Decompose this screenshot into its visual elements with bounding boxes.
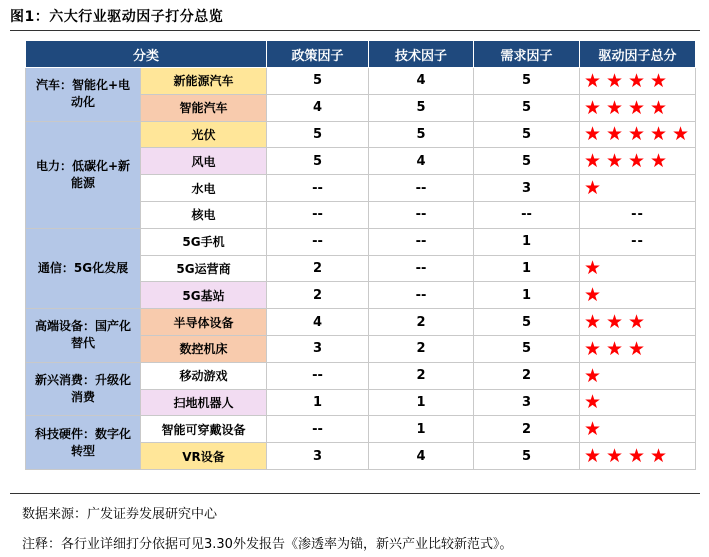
star-icon: ★ <box>627 445 647 468</box>
total-stars-cell <box>580 255 696 282</box>
subsector-cell: 5G手机 <box>141 228 267 255</box>
total-stars-cell <box>580 389 696 416</box>
table-row <box>26 309 696 336</box>
star-icon: ★ <box>627 311 647 334</box>
tech-score-cell: -- <box>369 255 474 282</box>
policy-score-cell: -- <box>267 362 369 389</box>
star-icon: ★ <box>583 337 603 360</box>
star-icon: ★ <box>627 123 647 146</box>
category-cell: 科技硬件：数字化转型 <box>26 416 141 470</box>
subsector-cell: 数控机床 <box>141 335 267 362</box>
policy-score-cell: -- <box>267 175 369 202</box>
subsector-cell: 光伏 <box>141 121 267 148</box>
total-stars-cell <box>580 443 696 470</box>
total-stars-cell <box>580 362 696 389</box>
subsector-cell: 新能源汽车 <box>141 68 267 95</box>
star-icon: ★ <box>583 150 603 173</box>
subsector-cell: VR设备 <box>141 443 267 470</box>
header-total: 驱动因子总分 <box>580 41 696 68</box>
total-stars-cell: -- <box>580 228 696 255</box>
star-icon: ★ <box>605 123 625 146</box>
star-icon: ★ <box>649 96 669 119</box>
tech-score-cell: 5 <box>369 94 474 121</box>
star-icon: ★ <box>583 177 603 200</box>
star-icon: ★ <box>649 123 669 146</box>
subsector-cell: 扫地机器人 <box>141 389 267 416</box>
driver-score-table <box>25 40 696 470</box>
policy-score-cell: -- <box>267 201 369 228</box>
figure-title: 图1：六大行业驱动因子打分总览 <box>10 9 224 25</box>
policy-score-cell: 3 <box>267 443 369 470</box>
total-stars-cell <box>580 68 696 95</box>
table-row <box>26 68 696 95</box>
bottom-rule <box>10 493 700 494</box>
star-icon: ★ <box>583 418 603 441</box>
star-icon: ★ <box>605 69 625 92</box>
tech-score-cell: -- <box>369 228 474 255</box>
demand-score-cell: -- <box>474 201 580 228</box>
star-icon: ★ <box>627 96 647 119</box>
star-icon: ★ <box>583 445 603 468</box>
demand-score-cell: 5 <box>474 68 580 95</box>
subsector-cell: 智能可穿戴设备 <box>141 416 267 443</box>
star-icon: ★ <box>649 69 669 92</box>
star-icon: ★ <box>583 96 603 119</box>
category-cell: 通信：5G化发展 <box>26 228 141 308</box>
data-source: 数据来源：广发证券发展研究中心 <box>22 507 218 522</box>
total-stars-cell <box>580 335 696 362</box>
category-cell: 高端设备：国产化替代 <box>26 309 141 363</box>
total-stars-cell <box>580 175 696 202</box>
demand-score-cell: 2 <box>474 416 580 443</box>
tech-score-cell: 2 <box>369 362 474 389</box>
table-row <box>26 362 696 389</box>
tech-score-cell: 5 <box>369 121 474 148</box>
demand-score-cell: 5 <box>474 309 580 336</box>
table-row <box>26 121 696 148</box>
total-stars-cell <box>580 94 696 121</box>
policy-score-cell: 3 <box>267 335 369 362</box>
tech-score-cell: 1 <box>369 389 474 416</box>
star-icon: ★ <box>583 284 603 307</box>
header-demand: 需求因子 <box>474 41 580 68</box>
demand-score-cell: 3 <box>474 175 580 202</box>
subsector-cell: 核电 <box>141 201 267 228</box>
star-icon: ★ <box>671 123 691 146</box>
demand-score-cell: 3 <box>474 389 580 416</box>
header-tech: 技术因子 <box>369 41 474 68</box>
policy-score-cell: 1 <box>267 389 369 416</box>
star-icon: ★ <box>627 150 647 173</box>
tech-score-cell: -- <box>369 175 474 202</box>
star-icon: ★ <box>605 337 625 360</box>
category-cell: 电力：低碳化+新能源 <box>26 121 141 228</box>
total-stars-cell: -- <box>580 201 696 228</box>
demand-score-cell: 5 <box>474 148 580 175</box>
demand-score-cell: 1 <box>474 255 580 282</box>
star-icon: ★ <box>605 445 625 468</box>
category-cell: 新兴消费：升级化消费 <box>26 362 141 416</box>
star-icon: ★ <box>583 364 603 387</box>
tech-score-cell: 2 <box>369 335 474 362</box>
demand-score-cell: 1 <box>474 228 580 255</box>
star-icon: ★ <box>583 123 603 146</box>
total-stars-cell <box>580 309 696 336</box>
star-icon: ★ <box>627 69 647 92</box>
subsector-cell: 移动游戏 <box>141 362 267 389</box>
total-stars-cell <box>580 282 696 309</box>
policy-score-cell: -- <box>267 416 369 443</box>
policy-score-cell: 5 <box>267 121 369 148</box>
total-stars-cell <box>580 416 696 443</box>
tech-score-cell: 2 <box>369 309 474 336</box>
star-icon: ★ <box>649 445 669 468</box>
star-icon: ★ <box>583 69 603 92</box>
table-row <box>26 228 696 255</box>
subsector-cell: 水电 <box>141 175 267 202</box>
demand-score-cell: 1 <box>474 282 580 309</box>
tech-score-cell: 1 <box>369 416 474 443</box>
policy-score-cell: 5 <box>267 68 369 95</box>
subsector-cell: 5G基站 <box>141 282 267 309</box>
policy-score-cell: 2 <box>267 282 369 309</box>
table-body <box>26 68 696 470</box>
tech-score-cell: 4 <box>369 443 474 470</box>
demand-score-cell: 2 <box>474 362 580 389</box>
policy-score-cell: 2 <box>267 255 369 282</box>
top-rule <box>10 30 700 31</box>
footnote: 注释：各行业详细打分依据可见3.30外发报告《渗透率为锚，新兴产业比较新范式》。 <box>22 537 513 552</box>
star-icon: ★ <box>605 311 625 334</box>
header-row <box>26 41 696 68</box>
demand-score-cell: 5 <box>474 94 580 121</box>
header-policy: 政策因子 <box>267 41 369 68</box>
tech-score-cell: 4 <box>369 148 474 175</box>
demand-score-cell: 5 <box>474 335 580 362</box>
tech-score-cell: -- <box>369 282 474 309</box>
policy-score-cell: 5 <box>267 148 369 175</box>
subsector-cell: 风电 <box>141 148 267 175</box>
tech-score-cell: 4 <box>369 68 474 95</box>
tech-score-cell: -- <box>369 201 474 228</box>
star-icon: ★ <box>627 337 647 360</box>
star-icon: ★ <box>649 150 669 173</box>
category-cell: 汽车：智能化+电动化 <box>26 68 141 122</box>
demand-score-cell: 5 <box>474 121 580 148</box>
star-icon: ★ <box>583 311 603 334</box>
star-icon: ★ <box>605 96 625 119</box>
subsector-cell: 半导体设备 <box>141 309 267 336</box>
table-row <box>26 416 696 443</box>
subsector-cell: 智能汽车 <box>141 94 267 121</box>
policy-score-cell: 4 <box>267 94 369 121</box>
demand-score-cell: 5 <box>474 443 580 470</box>
policy-score-cell: 4 <box>267 309 369 336</box>
total-stars-cell <box>580 121 696 148</box>
total-stars-cell <box>580 148 696 175</box>
header-category: 分类 <box>26 41 267 68</box>
subsector-cell: 5G运营商 <box>141 255 267 282</box>
policy-score-cell: -- <box>267 228 369 255</box>
star-icon: ★ <box>605 150 625 173</box>
star-icon: ★ <box>583 391 603 414</box>
star-icon: ★ <box>583 257 603 280</box>
